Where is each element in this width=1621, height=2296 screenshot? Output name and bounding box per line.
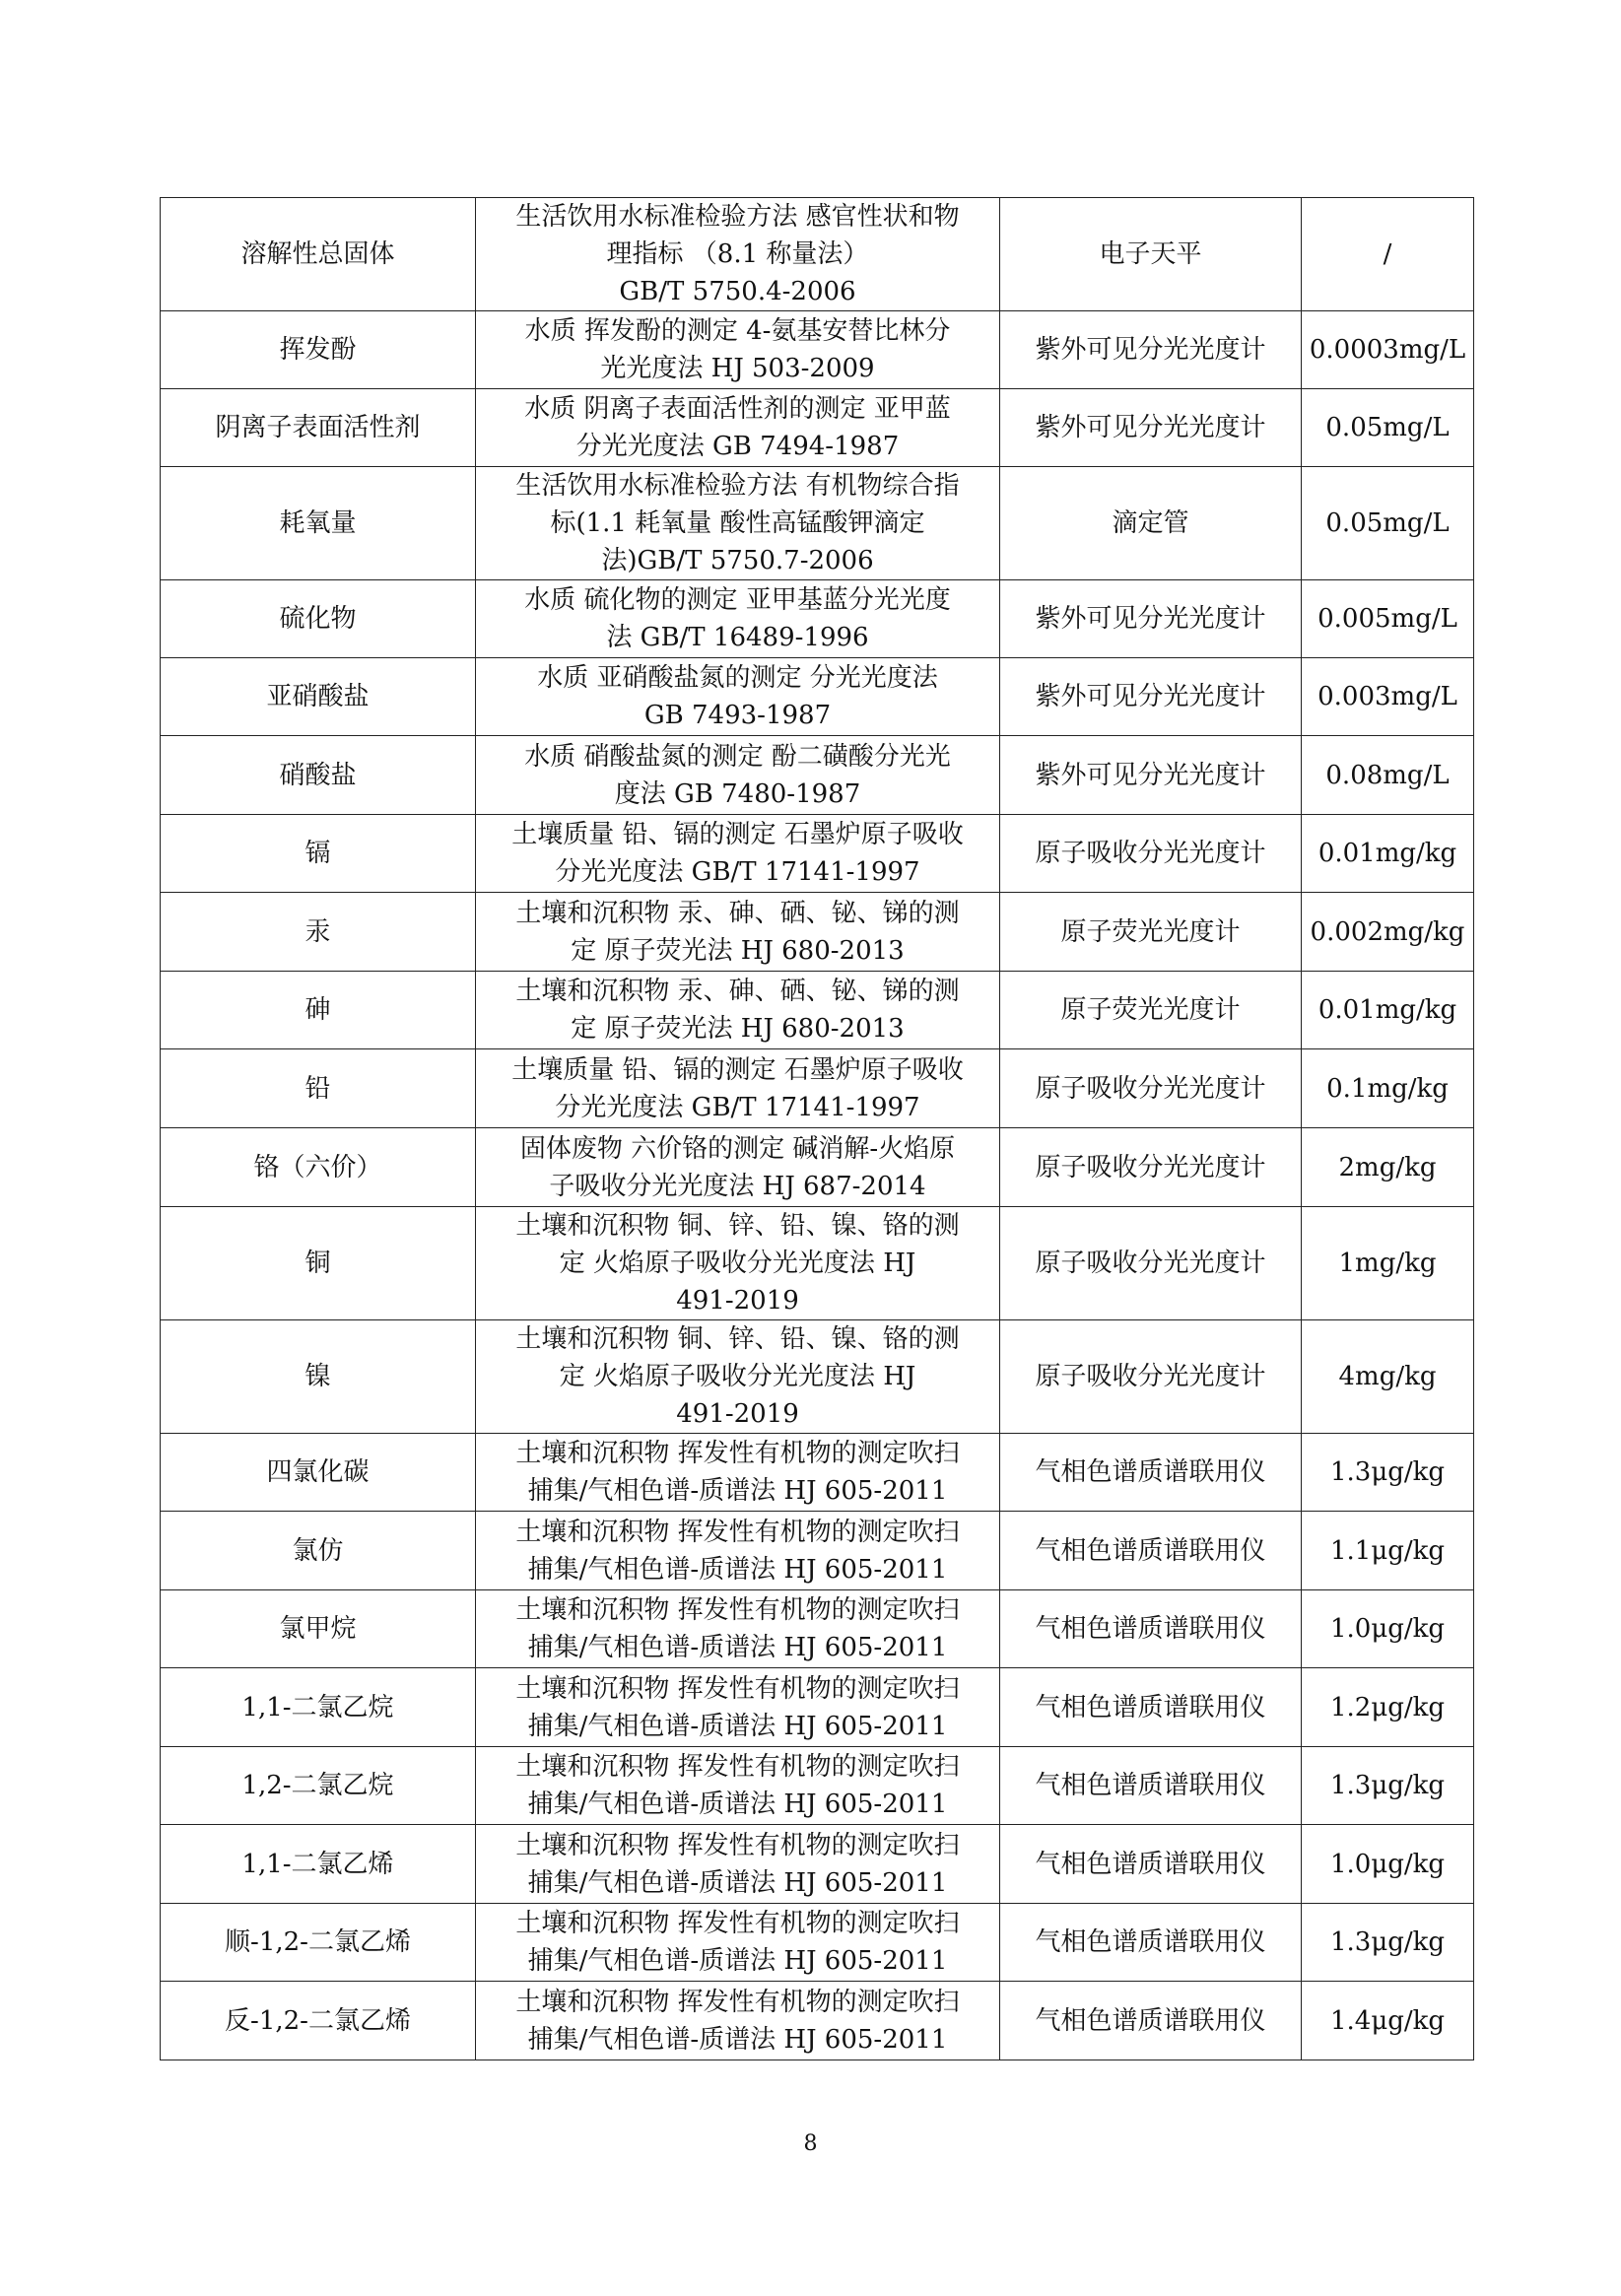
test-item-cell: 铜	[161, 1207, 476, 1320]
method-line: 捕集/气相色谱-质谱法 HJ 605-2011	[527, 1476, 948, 1506]
method-line: 标(1.1 耗氧量 酸性高锰酸钾滴定	[550, 508, 925, 538]
method-line: 理指标 （8.1 称量法）	[606, 239, 869, 269]
table-row	[161, 1320, 1474, 1434]
method-line: 捕集/气相色谱-质谱法 HJ 605-2011	[527, 1946, 948, 1976]
test-item-cell: 氯仿	[161, 1512, 476, 1590]
test-item-cell: 镍	[161, 1320, 476, 1434]
test-item-cell: 硝酸盐	[161, 736, 476, 815]
method-line: 土壤和沉积物 挥发性有机物的测定吹扫	[515, 1517, 960, 1547]
test-item-cell: 阴离子表面活性剂	[161, 389, 476, 467]
method-line: 子吸收分光光度法 HJ 687-2014	[549, 1171, 926, 1201]
method-line: 土壤和沉积物 挥发性有机物的测定吹扫	[515, 1987, 960, 2017]
test-item-cell: 硫化物	[161, 580, 476, 658]
table-row	[161, 1512, 1474, 1590]
instrument-cell: 紫外可见分光光度计	[1000, 311, 1302, 389]
test-methods-table	[160, 197, 1474, 2060]
instrument-cell: 电子天平	[1000, 198, 1302, 311]
detection-limit-cell: 2mg/kg	[1302, 1128, 1474, 1207]
instrument-cell: 原子吸收分光光度计	[1000, 815, 1302, 893]
page-number: 8	[803, 2131, 818, 2156]
method-line: 491-2019	[676, 1399, 799, 1429]
detection-limit-cell: 1.2μg/kg	[1302, 1668, 1474, 1747]
method-cell	[476, 1128, 1000, 1207]
method-line: 土壤和沉积物 挥发性有机物的测定吹扫	[515, 1595, 960, 1625]
method-line: 水质 挥发酚的测定 4-氨基安替比林分	[524, 316, 951, 346]
detection-limit-cell: 1.0μg/kg	[1302, 1825, 1474, 1904]
table-row	[161, 198, 1474, 311]
detection-limit-cell: 0.005mg/L	[1302, 580, 1474, 658]
test-item-cell: 铬（六价）	[161, 1128, 476, 1207]
method-line: 土壤和沉积物 挥发性有机物的测定吹扫	[515, 1439, 960, 1468]
method-line: 土壤和沉积物 挥发性有机物的测定吹扫	[515, 1830, 960, 1860]
table-row	[161, 1434, 1474, 1512]
method-cell	[476, 1049, 1000, 1128]
table-row	[161, 893, 1474, 972]
detection-limit-cell: 1.1μg/kg	[1302, 1512, 1474, 1590]
method-line: 法)GB/T 5750.7-2006	[601, 546, 874, 575]
method-cell	[476, 467, 1000, 580]
method-cell	[476, 1320, 1000, 1434]
test-item-cell: 溶解性总固体	[161, 198, 476, 311]
method-cell	[476, 1590, 1000, 1668]
method-line: 生活饮用水标准检验方法 感官性状和物	[515, 202, 960, 232]
method-line: 度法 GB 7480-1987	[614, 778, 861, 809]
test-item-cell: 挥发酚	[161, 311, 476, 389]
detection-limit-cell: 1.4μg/kg	[1302, 1982, 1474, 2060]
table-row	[161, 1668, 1474, 1747]
test-item-cell: 砷	[161, 972, 476, 1049]
instrument-cell: 紫外可见分光光度计	[1000, 389, 1302, 467]
detection-limit-cell: 0.002mg/kg	[1302, 893, 1474, 972]
instrument-cell: 紫外可见分光光度计	[1000, 658, 1302, 736]
instrument-cell: 气相色谱质谱联用仪	[1000, 1668, 1302, 1747]
detection-limit-cell: 4mg/kg	[1302, 1320, 1474, 1434]
table-row	[161, 1128, 1474, 1207]
method-line: 捕集/气相色谱-质谱法 HJ 605-2011	[527, 1711, 948, 1741]
method-cell	[476, 311, 1000, 389]
method-cell	[476, 580, 1000, 658]
table-row	[161, 1747, 1474, 1825]
method-line: 捕集/气相色谱-质谱法 HJ 605-2011	[527, 1867, 948, 1898]
instrument-cell: 气相色谱质谱联用仪	[1000, 1747, 1302, 1825]
test-item-cell: 耗氧量	[161, 467, 476, 580]
method-line: 分光光度法 GB/T 17141-1997	[555, 857, 920, 887]
table-row	[161, 311, 1474, 389]
method-line: 定 原子荧光法 HJ 680-2013	[571, 935, 905, 966]
detection-limit-cell: 1mg/kg	[1302, 1207, 1474, 1320]
instrument-cell: 原子吸收分光光度计	[1000, 1207, 1302, 1320]
method-line: 水质 硝酸盐氮的测定 酚二磺酸分光光	[524, 741, 951, 772]
method-line: 土壤质量 铅、镉的测定 石墨炉原子吸收	[511, 820, 964, 849]
table-row	[161, 389, 1474, 467]
method-cell	[476, 658, 1000, 736]
method-line: 捕集/气相色谱-质谱法 HJ 605-2011	[527, 1554, 948, 1585]
instrument-cell: 气相色谱质谱联用仪	[1000, 1904, 1302, 1982]
instrument-cell: 原子荧光光度计	[1000, 972, 1302, 1049]
detection-limit-cell: 0.05mg/L	[1302, 389, 1474, 467]
method-cell	[476, 972, 1000, 1049]
method-line: 捕集/气相色谱-质谱法 HJ 605-2011	[527, 2024, 948, 2055]
method-line: 水质 亚硝酸盐氮的测定 分光光度法	[537, 663, 938, 693]
test-item-cell: 亚硝酸盐	[161, 658, 476, 736]
instrument-cell: 紫外可见分光光度计	[1000, 580, 1302, 658]
method-line: 土壤和沉积物 挥发性有机物的测定吹扫	[515, 1909, 960, 1938]
detection-limit-cell: 0.1mg/kg	[1302, 1049, 1474, 1128]
method-line: 土壤和沉积物 汞、砷、硒、铋、锑的测	[515, 898, 960, 928]
table-row	[161, 1207, 1474, 1320]
method-cell	[476, 736, 1000, 815]
method-line: 土壤和沉积物 铜、锌、铅、镍、铬的测	[515, 1324, 960, 1354]
method-line: 定 原子荧光法 HJ 680-2013	[571, 1014, 905, 1044]
table-row	[161, 467, 1474, 580]
method-line: 分光光度法 GB 7494-1987	[575, 432, 900, 461]
method-cell	[476, 1434, 1000, 1512]
detection-limit-cell: 0.01mg/kg	[1302, 815, 1474, 893]
table-row	[161, 1049, 1474, 1128]
table-row	[161, 736, 1474, 815]
instrument-cell: 原子吸收分光光度计	[1000, 1320, 1302, 1434]
detection-limit-cell: 0.05mg/L	[1302, 467, 1474, 580]
test-item-cell: 反-1,2-二氯乙烯	[161, 1982, 476, 2060]
instrument-cell: 原子荧光光度计	[1000, 893, 1302, 972]
detection-limit-cell: 0.01mg/kg	[1302, 972, 1474, 1049]
method-line: 捕集/气相色谱-质谱法 HJ 605-2011	[527, 1633, 948, 1662]
method-cell	[476, 893, 1000, 972]
test-item-cell: 1,2-二氯乙烷	[161, 1747, 476, 1825]
method-cell	[476, 1982, 1000, 2060]
method-line: 捕集/气相色谱-质谱法 HJ 605-2011	[527, 1790, 948, 1819]
method-line: 定 火焰原子吸收分光光度法 HJ	[559, 1362, 916, 1391]
method-cell	[476, 815, 1000, 893]
instrument-cell: 气相色谱质谱联用仪	[1000, 1512, 1302, 1590]
method-line: 土壤和沉积物 挥发性有机物的测定吹扫	[515, 1673, 960, 1704]
test-item-cell: 1,1-二氯乙烯	[161, 1825, 476, 1904]
instrument-cell: 气相色谱质谱联用仪	[1000, 1590, 1302, 1668]
test-item-cell: 铅	[161, 1049, 476, 1128]
method-line: 分光光度法 GB/T 17141-1997	[555, 1092, 920, 1122]
method-line: 水质 硫化物的测定 亚甲基蓝分光光度	[524, 585, 951, 615]
method-cell	[476, 1512, 1000, 1590]
method-cell	[476, 1904, 1000, 1982]
method-line: 固体废物 六价铬的测定 碱消解-火焰原	[519, 1133, 956, 1164]
instrument-cell: 气相色谱质谱联用仪	[1000, 1825, 1302, 1904]
table-row	[161, 815, 1474, 893]
method-line: 生活饮用水标准检验方法 有机物综合指	[515, 471, 960, 501]
test-item-cell: 汞	[161, 893, 476, 972]
method-cell	[476, 1825, 1000, 1904]
table-row	[161, 972, 1474, 1049]
table-row	[161, 1904, 1474, 1982]
detection-limit-cell: 0.08mg/L	[1302, 736, 1474, 815]
table-row	[161, 1982, 1474, 2060]
test-item-cell: 氯甲烷	[161, 1590, 476, 1668]
method-line: 光光度法 HJ 503-2009	[600, 354, 875, 383]
method-cell	[476, 1207, 1000, 1320]
method-cell	[476, 1747, 1000, 1825]
test-item-cell: 镉	[161, 815, 476, 893]
method-line: GB 7493-1987	[643, 701, 832, 730]
method-line: 水质 阴离子表面活性剂的测定 亚甲蓝	[524, 394, 951, 424]
detection-limit-cell: 1.3μg/kg	[1302, 1747, 1474, 1825]
instrument-cell: 气相色谱质谱联用仪	[1000, 1434, 1302, 1512]
table-row	[161, 658, 1474, 736]
method-line: 土壤和沉积物 铜、锌、铅、镍、铬的测	[515, 1211, 960, 1241]
method-line: 定 火焰原子吸收分光光度法 HJ	[559, 1249, 916, 1278]
method-line: 土壤和沉积物 汞、砷、硒、铋、锑的测	[515, 977, 960, 1006]
detection-limit-cell: 0.003mg/L	[1302, 658, 1474, 736]
table-body	[161, 198, 1474, 2060]
detection-limit-cell: 0.0003mg/L	[1302, 311, 1474, 389]
detection-limit-cell: /	[1302, 198, 1474, 311]
method-line: 土壤质量 铅、镉的测定 石墨炉原子吸收	[511, 1054, 964, 1085]
test-item-cell: 四氯化碳	[161, 1434, 476, 1512]
test-item-cell: 顺-1,2-二氯乙烯	[161, 1904, 476, 1982]
method-line: 法 GB/T 16489-1996	[606, 623, 869, 652]
method-line: GB/T 5750.4-2006	[619, 277, 856, 306]
detection-limit-cell: 1.0μg/kg	[1302, 1590, 1474, 1668]
instrument-cell: 原子吸收分光光度计	[1000, 1128, 1302, 1207]
instrument-cell: 原子吸收分光光度计	[1000, 1049, 1302, 1128]
table-row	[161, 580, 1474, 658]
method-cell	[476, 1668, 1000, 1747]
method-line: 土壤和沉积物 挥发性有机物的测定吹扫	[515, 1752, 960, 1782]
instrument-cell: 紫外可见分光光度计	[1000, 736, 1302, 815]
detection-limit-cell: 1.3μg/kg	[1302, 1434, 1474, 1512]
instrument-cell: 气相色谱质谱联用仪	[1000, 1982, 1302, 2060]
detection-limit-cell: 1.3μg/kg	[1302, 1904, 1474, 1982]
table-row	[161, 1590, 1474, 1668]
method-cell	[476, 198, 1000, 311]
instrument-cell: 滴定管	[1000, 467, 1302, 580]
table-row	[161, 1825, 1474, 1904]
method-line: 491-2019	[676, 1286, 799, 1316]
test-item-cell: 1,1-二氯乙烷	[161, 1668, 476, 1747]
method-cell	[476, 389, 1000, 467]
